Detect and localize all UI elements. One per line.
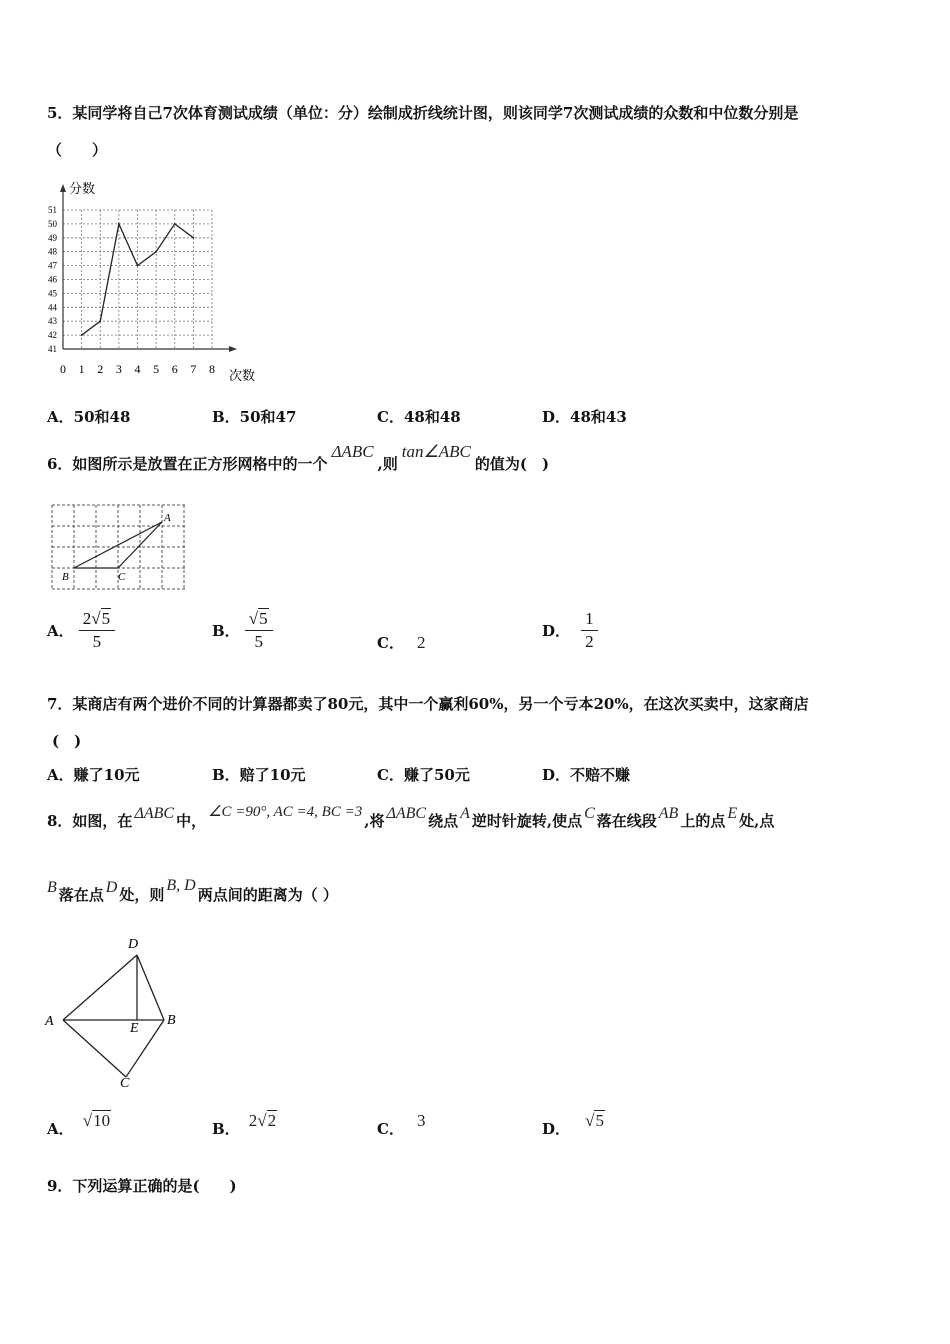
q8-option-b-label: B． [212, 1120, 240, 1138]
q7-option-d[interactable]: D．不赔不赚 [542, 766, 631, 784]
chart-y-tick-label: 45 [48, 288, 57, 299]
chart-x-tick-label: 8 [209, 362, 215, 376]
q8-text-6: 落在线段 [596, 812, 657, 830]
q6-triangle-symbol: ΔABC [331, 442, 374, 461]
q8-text-11: 两点间的距离为（ ） [197, 886, 338, 904]
chart-y-tick-label: 46 [48, 274, 57, 285]
chart-y-tick-label: 42 [48, 330, 57, 341]
chart-x-tick-label: 7 [190, 362, 197, 376]
q6-stem-then: ,则 [377, 455, 398, 473]
q6-option-a-label: A． [47, 622, 74, 640]
q6-option-b-den: 5 [254, 632, 263, 651]
q6-option-a-radicand: 5 [101, 609, 111, 628]
chart-data-point [118, 223, 120, 225]
q5-stem-line2: （ ） [47, 141, 108, 159]
q8-option-b-value [249, 1111, 277, 1130]
q8-text-3: ,将 [364, 812, 385, 830]
chart-y-axis-arrow [60, 184, 66, 192]
q8-text-10: 处，则 [119, 886, 165, 904]
q5-line-chart [45, 178, 275, 388]
q8-segment-ac [63, 1020, 126, 1077]
chart-data-point [192, 237, 194, 239]
q8-label-d: D [128, 937, 139, 952]
q8-point-e: E [727, 805, 738, 822]
q6-option-b-fraction [245, 608, 273, 653]
q8-stem-line1 [47, 804, 775, 831]
chart-x-tick-label: 5 [153, 362, 160, 376]
q8-text-7: 上的点 [680, 812, 726, 830]
q8-text-9: 落在点 [58, 886, 104, 904]
chart-data-point [174, 223, 176, 225]
q8-option-d-label: D． [542, 1120, 571, 1138]
chart-x-tick-label: 3 [115, 362, 122, 376]
q6-option-d-num: 1 [581, 608, 598, 631]
q8-triangle-1: ΔABC [134, 805, 175, 822]
chart-data-point [155, 251, 157, 253]
q8-text-4: 绕点 [428, 812, 459, 830]
chart-y-tick-label: 41 [48, 344, 57, 354]
chart-x-tick-label: 4 [134, 362, 141, 376]
chart-data-point [99, 320, 101, 322]
q8-option-b-sqrt: √2 [257, 1111, 277, 1130]
q6-option-a-den: 5 [92, 632, 102, 651]
q8-rotation-figure [40, 932, 190, 1092]
chart-y-tick-label: 43 [48, 316, 57, 327]
q6-option-b-label: B． [212, 622, 240, 640]
q6-option-a-coef: 2 [82, 609, 92, 628]
chart-x-axis-arrow [229, 346, 237, 352]
chart-x-tick-label: 6 [171, 362, 178, 376]
q6-grid-figure [45, 500, 190, 595]
chart-y-tick-label: 48 [48, 246, 57, 257]
q8-point-d: D [105, 879, 118, 896]
q8-point-b: B [47, 879, 57, 896]
chart-y-tick-label: 47 [48, 260, 57, 271]
q8-text-8: 处,点 [739, 812, 775, 830]
q7-stem-line1: 7．某商店有两个进价不同的计算器都卖了80元，其中一个赢利60%，另一个亏本20%，在这次买卖中，这家商店 [47, 695, 809, 713]
q8-text-2: 中， [176, 812, 207, 830]
chart-y-tick-label: 50 [48, 218, 57, 229]
q5-stem-line1: 5．某同学将自己7次体育测试成绩（单位：分）绘制成折线统计图，则该同学7次测试成绩的众数和中位数分别是 [47, 104, 799, 122]
q5-option-b[interactable]: B．50和47 [212, 408, 297, 426]
q8-segment-ab: AB [658, 805, 679, 822]
q8-text-1: 8．如图，在 [47, 812, 133, 830]
q6-option-b-radicand: 5 [259, 609, 268, 628]
q8-option-d[interactable] [542, 1111, 605, 1139]
q8-option-c-label: C． [377, 1120, 404, 1138]
q7-option-c[interactable]: C．赚了50元 [377, 766, 470, 784]
chart-y-tick-label: 44 [48, 302, 57, 313]
q6-tan-expression: tan∠ABC [401, 442, 471, 461]
q6-label-c: C [118, 571, 126, 583]
q8-segment-ad [63, 955, 137, 1020]
q6-option-a[interactable] [47, 608, 115, 653]
q6-option-b[interactable] [212, 608, 273, 653]
q8-label-a: A [45, 1014, 54, 1029]
q6-option-a-sqrt: √5 [91, 609, 111, 628]
q8-points-bd: B, D [166, 877, 196, 894]
q8-label-e: E [130, 1021, 139, 1036]
q6-stem [47, 442, 550, 474]
q8-point-c: C [584, 805, 595, 822]
q8-label-c: C [120, 1076, 130, 1091]
q6-option-b-sqrt: √5 [248, 609, 268, 628]
q8-condition: ∠C =90°, AC =4, BC =3 [208, 804, 363, 820]
q6-option-d-label: D． [542, 622, 571, 640]
q6-stem-prefix: 6．如图所示是放置在正方形网格中的一个 [47, 455, 328, 473]
q5-option-c[interactable]: C．48和48 [377, 408, 461, 426]
q6-label-a: A [164, 512, 171, 524]
q7-stem-line2: ( ) [52, 732, 82, 750]
q8-option-d-sqrt: √5 [585, 1111, 604, 1130]
q7-option-b[interactable]: B．赔了10元 [212, 766, 306, 784]
q8-option-b[interactable] [212, 1111, 277, 1139]
q8-point-a: A [460, 805, 470, 822]
q8-option-a-radicand: 10 [93, 1111, 111, 1130]
chart-x-label: 次数 [229, 368, 256, 383]
chart-data-point [81, 334, 83, 336]
q6-option-c-value: 2 [417, 633, 426, 652]
q8-segment-db [137, 955, 164, 1020]
chart-data-point [137, 265, 139, 267]
q8-stem-line2 [47, 877, 338, 905]
q6-option-a-fraction [79, 608, 115, 653]
q8-option-c[interactable] [377, 1111, 426, 1139]
q5-option-d[interactable]: D．48和43 [542, 408, 627, 426]
q6-option-d-fraction [581, 608, 598, 653]
q6-option-d-den: 2 [585, 632, 594, 651]
q7-option-a[interactable]: A．赚了10元 [47, 766, 140, 784]
q8-option-a-label: A． [47, 1120, 74, 1138]
chart-y-tick-label: 49 [48, 232, 57, 243]
chart-x-tick-label: 0 [60, 362, 66, 376]
q5-option-a[interactable]: A．50和48 [47, 408, 131, 426]
q8-option-a[interactable] [47, 1111, 111, 1139]
q8-option-d-radicand: 5 [595, 1111, 604, 1130]
chart-x-tick-label: 2 [97, 362, 104, 376]
q8-option-c-value: 3 [417, 1111, 426, 1130]
q6-label-b: B [62, 571, 69, 583]
q9-stem: 9．下列运算正确的是( ) [47, 1177, 237, 1195]
chart-x-tick-label: 1 [78, 362, 85, 376]
q6-stem-suffix: 的值为( ) [474, 455, 550, 473]
q8-triangle-2: ΔABC [386, 805, 427, 822]
chart-y-tick-label: 51 [48, 205, 57, 215]
q8-option-b-radicand: 2 [267, 1111, 277, 1130]
q8-option-a-sqrt: √10 [82, 1111, 111, 1130]
chart-y-label: 分数 [69, 181, 96, 196]
q6-option-c[interactable] [377, 632, 426, 653]
q8-label-b: B [167, 1013, 176, 1028]
q6-option-d[interactable] [542, 608, 598, 653]
q8-option-b-coef: 2 [248, 1111, 258, 1130]
q8-text-5: 逆时针旋转,使点 [471, 812, 583, 830]
q6-option-c-label: C． [377, 634, 404, 652]
